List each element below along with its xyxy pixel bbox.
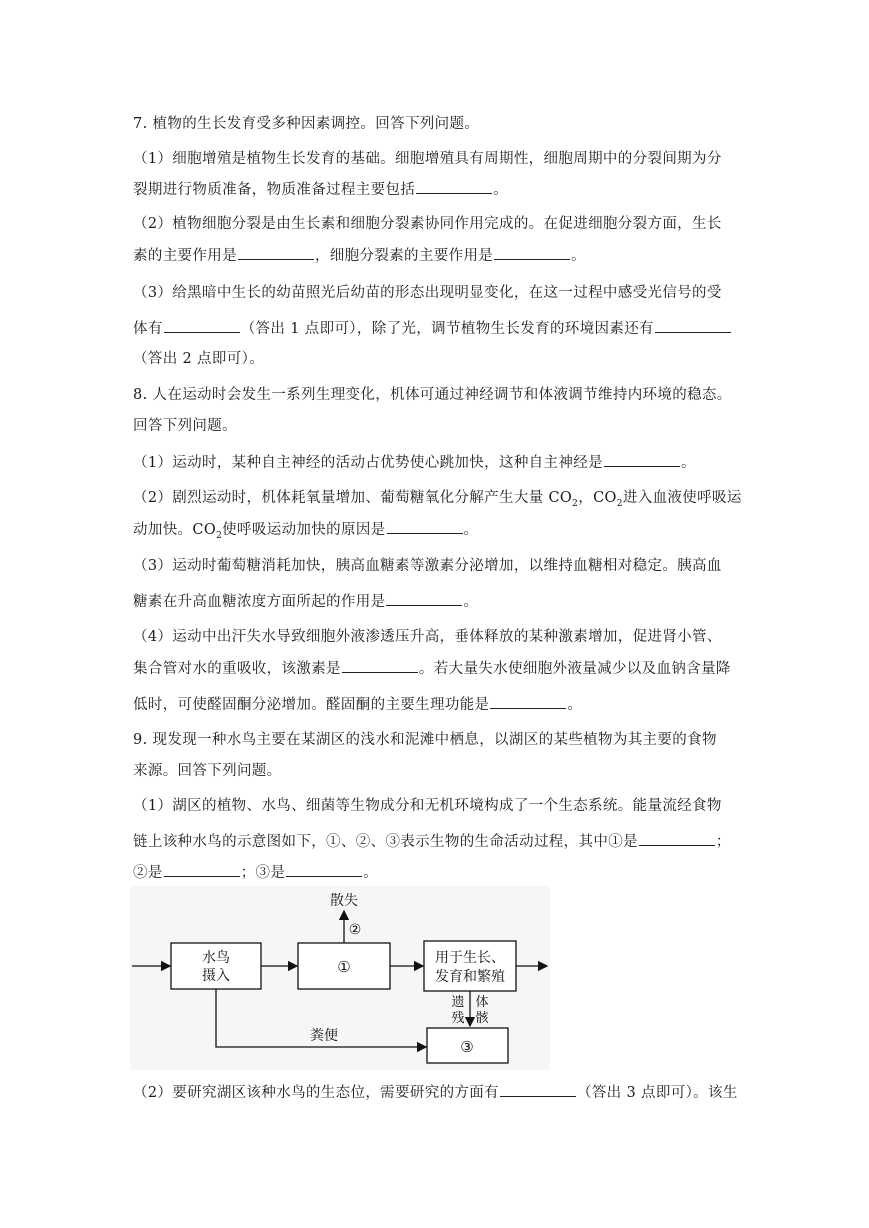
growth-label-1: 用于生长、 bbox=[435, 950, 505, 966]
remains-label-2: 残 bbox=[451, 1011, 465, 1026]
label-2: ② bbox=[348, 922, 362, 938]
intake-label-1: 水鸟 bbox=[202, 950, 230, 966]
q7-part3-line3: （答出 2 点即可）。 bbox=[133, 351, 265, 367]
q9-stem-line2: 来源。回答下列问题。 bbox=[133, 763, 282, 779]
answer-blank[interactable] bbox=[604, 452, 680, 467]
energy-flow-diagram bbox=[130, 886, 550, 1070]
q9-part1-line2: 链上该种水鸟的示意图如下，①、②、③表示生物的生命活动过程，其中①是 ； bbox=[133, 831, 743, 852]
answer-blank[interactable] bbox=[386, 591, 462, 606]
answer-blank[interactable] bbox=[416, 179, 492, 194]
q9-stem-line1: 9. 现发现一种水鸟主要在某湖区的浅水和泥滩中栖息，以湖区的某些植物为其主要的食物 bbox=[133, 732, 717, 748]
answer-blank[interactable] bbox=[500, 1082, 576, 1097]
q8-stem-line1: 8. 人在运动时会发生一系列生理变化，机体可通过神经调节和体液调节维持内环境的稳态。 bbox=[133, 387, 732, 403]
q9-part1-line3: ②是 ；③是 。 bbox=[133, 862, 743, 883]
body-label-2: 骸 bbox=[475, 1011, 489, 1026]
body-label-1: 体 bbox=[475, 995, 489, 1010]
answer-blank[interactable] bbox=[286, 862, 362, 877]
q8-part1: （1）运动时，某种自主神经的活动占优势使心跳加快，这种自主神经是 。 bbox=[133, 452, 743, 473]
answer-blank[interactable] bbox=[238, 245, 314, 260]
answer-blank[interactable] bbox=[387, 519, 463, 534]
answer-blank[interactable] bbox=[655, 318, 731, 333]
q7-part2-line1: （2）植物细胞分裂是由生长素和细胞分裂素协同作用完成的。在促进细胞分裂方面，生长 bbox=[133, 216, 722, 232]
q8-part2-line2: 动加快。$CO_2$使呼吸运动加快的原因是 。 bbox=[133, 519, 743, 540]
q7-stem: 7. 植物的生长发育受多种因素调控。回答下列问题。 bbox=[133, 116, 480, 132]
q7-part3-line2: 体有 （答出 1 点即可），除了光，调节植物生长发育的环境因素还有 bbox=[133, 318, 743, 339]
box-1-label: ① bbox=[337, 958, 351, 976]
q8-part3-line1: （3）运动时葡萄糖消耗加快，胰高血糖素等激素分泌增加，以维持血糖相对稳定。胰高血 bbox=[133, 558, 722, 574]
answer-blank[interactable] bbox=[342, 658, 418, 673]
q8-part2-line1: （2）剧烈运动时，机体耗氧量增加、葡萄糖氧化分解产生大量 $CO_2$，$CO_2$进入血液使呼吸运 bbox=[133, 490, 742, 509]
q7-part1-line2: 裂期进行物质准备，物质准备过程主要包括 。 bbox=[133, 179, 743, 200]
answer-blank[interactable] bbox=[490, 694, 566, 709]
answer-blank[interactable] bbox=[164, 318, 240, 333]
q8-stem-line2: 回答下列问题。 bbox=[133, 418, 237, 434]
intake-label-2: 摄入 bbox=[202, 968, 230, 984]
growth-label-2: 发育和繁殖 bbox=[435, 969, 505, 985]
q9-part1-line1: （1）湖区的植物、水鸟、细菌等生物成分和无机环境构成了一个生态系统。能量流经食物 bbox=[133, 798, 722, 814]
answer-blank[interactable] bbox=[164, 862, 240, 877]
q8-part4-line1: （4）运动中出汗失水导致细胞外液渗透压升高，垂体释放的某种激素增加，促进肾小管、 bbox=[133, 629, 722, 645]
q8-part4-line3: 低时，可使醛固酮分泌增加。醛固酮的主要生理功能是 。 bbox=[133, 694, 743, 715]
q7-part1-line1: （1）细胞增殖是植物生长发育的基础。细胞增殖具有周期性，细胞周期中的分裂间期为分 bbox=[133, 151, 722, 167]
feces-label: 粪便 bbox=[310, 1028, 338, 1044]
q8-part4-line2: 集合管对水的重吸收，该激素是 。若大量失水使细胞外液量减少以及血钠含量降 bbox=[133, 658, 743, 679]
q7-part2-line2: 素的主要作用是 ，细胞分裂素的主要作用是 。 bbox=[133, 245, 743, 266]
answer-blank[interactable] bbox=[494, 245, 570, 260]
box-3-label: ③ bbox=[460, 1038, 474, 1056]
q7-part3-line1: （3）给黑暗中生长的幼苗照光后幼苗的形态出现明显变化，在这一过程中感受光信号的受 bbox=[133, 285, 722, 301]
loss-label: 散失 bbox=[330, 893, 358, 909]
q9-part2: （2）要研究湖区该种水鸟的生态位，需要研究的方面有 （答出 3 点即可）。该生 bbox=[133, 1082, 743, 1103]
q8-part3-line2: 糖素在升高血糖浓度方面所起的作用是 。 bbox=[133, 591, 743, 612]
answer-blank[interactable] bbox=[639, 831, 715, 846]
remains-label-1: 遗 bbox=[451, 995, 465, 1010]
